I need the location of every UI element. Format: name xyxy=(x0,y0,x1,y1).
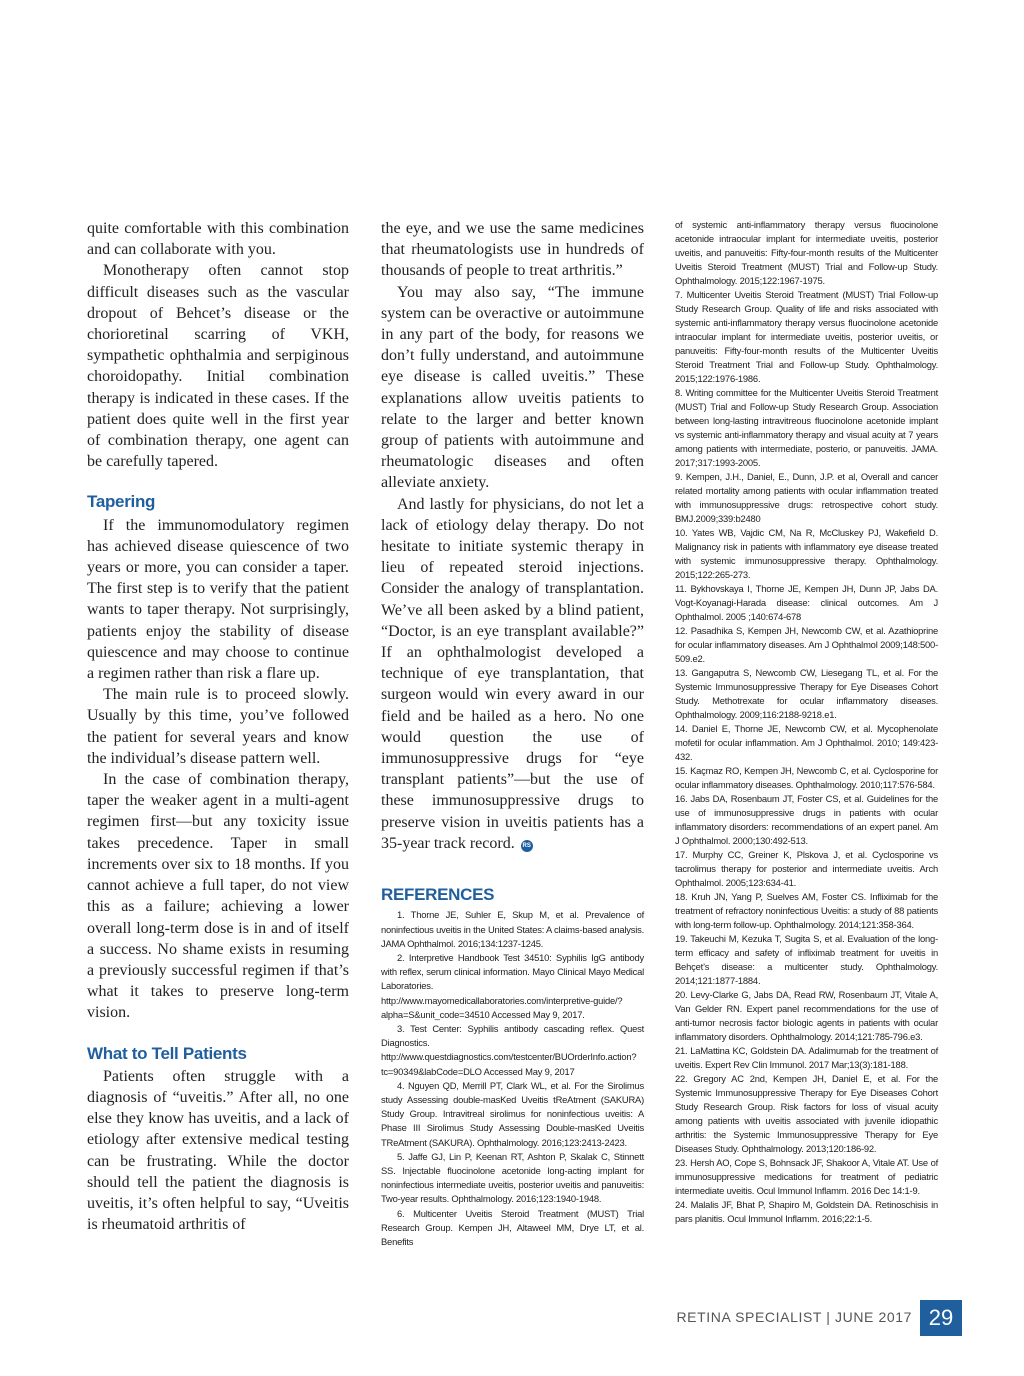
reference-item: 16. Jabs DA, Rosenbaum JT, Foster CS, et al. Guidelines for the use of immunosuppressive drugs in patients with ocular inflammatory disorders: recommendations of an expert panel. Am J Ophthalmol. 2000;130:492-513. xyxy=(675,793,938,846)
paragraph: If the immunomodulatory regimen has achieved disease quiescence of two years or more, you can consider a taper. The first step is to verify that the patient wants to taper therapy. Not surprisingly, patients enjoy the stability of disease quiescence and may choose to continue a regimen rather than risk a flare up. xyxy=(87,516,349,683)
section-heading-tapering: Tapering xyxy=(87,492,156,512)
paragraph: quite comfortable with this combination and can collaborate with you. xyxy=(87,220,349,259)
references-heading: REFERENCES xyxy=(381,885,495,905)
reference-item: 3. Test Center: Syphilis antibody cascading reflex. Quest Diagnostics. http://www.questdiagnostics.com/testcenter/BUOrderInfo.action?tc=90349&labCode=DLO Accessed May 9, 2017 xyxy=(381,1022,644,1077)
reference-item: 21. LaMattina KC, Goldstein DA. Adalimumab for the treatment of uveitis. Expert Rev Clin Immunol. 2017 Mar;13(3):181-188. xyxy=(675,1045,938,1070)
reference-item: 2. Interpretive Handbook Test 34510: Syphilis IgG antibody with reflex, serum clinical information. Mayo Clinical Mayo Medical Laboratories. http://www.mayomedicallaboratories.com/interpretive-guide/?alpha=S&unit_code=34510 Accessed May 9, 2017. xyxy=(381,951,644,1020)
page-number: 29 xyxy=(920,1300,962,1336)
reference-item: 20. Levy-Clarke G, Jabs DA, Read RW, Rosenbaum JT, Vitale A, Van Gelder RN. Expert panel recommendations for the use of anti-tumor necrosis factor biologic agents in patients with ocular inflammatory disorders. Ophthalmology. 2014;121:785-796.e3. xyxy=(675,989,938,1042)
paragraph: In the case of combination therapy, taper the weaker agent in a multi-agent regimen first—but any toxicity issue takes precedence. Taper in small increments over six to 18 months. If you cannot achieve a full taper, do not view this as a failure; achieving a lower overall long-term dose is in and of itself a success. No shame exists in resuming a previously successful regimen if that’s what it takes to preserve long-term vision. xyxy=(87,771,349,1022)
reference-item: 19. Takeuchi M, Kezuka T, Sugita S, et al. Evaluation of the long-term efficacy and safety of infliximab treatment for uveitis in Behçet’s disease: a multicenter study. Ophthalmology. 2014;121:1877-1884. xyxy=(675,933,938,986)
paragraph xyxy=(381,494,644,854)
reference-item: 10. Yates WB, Vajdic CM, Na R, McCluskey PJ, Wakefield D. Malignancy risk in patients with inflammatory eye disease treated with systemic immunosuppressive therapy. Ophthalmology. 2015;122:265-273. xyxy=(675,527,938,580)
reference-item: 15. Kaçmaz RO, Kempen JH, Newcomb C, et al. Cyclosporine for ocular inflammatory diseases. Ophthalmology. 2010;117:576-584. xyxy=(675,765,938,790)
reference-item: of systemic anti-inflammatory therapy versus fluocinolone acetonide intraocular implant for intermediate uveitis, posterior uveitis, and panuveitis: Fifty-four-month results of the Multicenter Uveitis Steroid Treatment (MUST) Trial and Follow-up Study. Ophthalmology. 2015;122:1967-1975. xyxy=(675,219,938,286)
reference-item: 24. Malalis JF, Bhat P, Shapiro M, Goldstein DA. Retinoschisis in pars planitis. Ocul Immunol Inflamm. 2016;22:1-5. xyxy=(675,1199,938,1224)
paragraph: You may also say, “The immune system can be overactive or autoimmune in any part of the body, for reasons we don’t fully understand, and autoimmune eye disease is called uveitis.” These explanations allow uveitis patients to relate to the larger and better known group of patients with autoimmune and rheumatologic diseases and often alleviate anxiety. xyxy=(381,283,644,492)
reference-item: 6. Multicenter Uveitis Steroid Treatment (MUST) Trial Research Group. Kempen JH, Altaweel MM, Drye LT, et al. Benefits xyxy=(381,1207,644,1247)
reference-item: 14. Daniel E, Thorne JE, Newcomb CW, et al. Mycophenolate mofetil for ocular inflammation. Am J Ophthalmol. 2010; 149:423-432. xyxy=(675,723,938,762)
reference-item: 18. Kruh JN, Yang P, Suelves AM, Foster CS. Infliximab for the treatment of refractory noninfectious Uveitis: a study of 88 patients with long-term follow-up. Ophthalmology. 2014;121:358-364. xyxy=(675,891,938,930)
paragraph-text: And lastly for physicians, do not let a lack of etiology delay therapy. Do not hesitate to initiate systemic therapy in lieu of repeated steroid injections. Consider the analogy of transplantation. We’ve all been asked by a blind patient, “Doctor, is an eye transplant available?” If an ophthalmologist developed a technique of eye transplantation, that surgeon would win every award in our field and be hailed as a hero. No one would question the use of immunosuppressive drugs for “eye transplant patients”—but the use of these immunosuppressive drugs to preserve vision in uveitis patients has a 35-year track record. xyxy=(381,495,644,852)
paragraph: the eye, and we use the same medicines that rheumatologists use in hundreds of thousands of people to treat arthritis.” xyxy=(381,220,644,280)
reference-item: 4. Nguyen QD, Merrill PT, Clark WL, et al. For the Sirolimus study Assessing double-masKed Uveitis tReAtment (SAKURA) Study Group. Intravitreal sirolimus for noninfectious uveitis: A Phase III Sirolimus Study Assessing Double-masKed Uveitis TReAtment (SAKURA). Ophthalmology. 2016;123:2413-2423. xyxy=(381,1079,644,1148)
reference-item: 23. Hersh AO, Cope S, Bohnsack JF, Shakoor A, Vitale AT. Use of immunosuppressive medications for treatment of pediatric intermediate uveitis. Ocul Immunol Inflamm. 2016 Dec 14:1-9. xyxy=(675,1157,938,1196)
references-list-part-1 xyxy=(381,908,644,1249)
end-of-article-mark-icon: RS xyxy=(521,840,533,852)
paragraph: Patients often struggle with a diagnosis of “uveitis.” After all, no one else they know has uveitis, and a lack of etiology after extensive medical testing can be frustrating. While the doctor should tell the patient the diagnosis is uveitis, it’s often helpful to say, “Uveitis is rheumatoid arthritis of xyxy=(87,1067,349,1234)
publication-name: RETINA SPECIALIST | JUNE 2017 xyxy=(676,1309,912,1325)
article-column-1 xyxy=(87,218,349,1235)
article-column-2 xyxy=(381,218,644,1249)
reference-item: 22. Gregory AC 2nd, Kempen JH, Daniel E, et al. For the Systemic Immunosuppressive Therapy for Eye Diseases Cohort Study Research Group. Risk factors for loss of visual acuity among patients with uveitis associated with juvenile idiopathic arthritis: the Systemic Immunosuppressive Therapy for Eye Diseases Study. Ophthalmology. 2013;120:186-92. xyxy=(675,1073,938,1154)
reference-item: 11. Bykhovskaya I, Thorne JE, Kempen JH, Dunn JP, Jabs DA. Vogt-Koyanagi-Harada disease: clinical outcomes. Am J Ophthalmol. 2005 ;140:674-678 xyxy=(675,583,938,622)
references-list-part-2 xyxy=(675,218,938,1226)
reference-item: 1. Thorne JE, Suhler E, Skup M, et al. Prevalence of noninfectious uveitis in the United States: A claims-based analysis. JAMA Ophthalmol. 2016;134:1237-1245. xyxy=(381,909,644,949)
reference-item: 12. Pasadhika S, Kempen JH, Newcomb CW, et al. Azathioprine for ocular inflammatory diseases. Am J Ophthalmol 2009;148:500-509.e2. xyxy=(675,625,938,664)
reference-item: 17. Murphy CC, Greiner K, Plskova J, et al. Cyclosporine vs tacrolimus therapy for posterior and intermediate uveitis. Arch Ophthalmol. 2005;123:634-41. xyxy=(675,849,938,888)
reference-item: 5. Jaffe GJ, Lin P, Keenan RT, Ashton P, Skalak C, Stinnett SS. Injectable fluocinolone acetonide long-acting implant for noninfectious intermediate uveitis, posterior uveitis and panuveitis: Two-year results. Ophthalmology. 2016;123:1940-1948. xyxy=(381,1150,644,1205)
paragraph: Monotherapy often cannot stop difficult diseases such as the vascular dropout of Behcet’s disease or the chorioretinal scarring of VKH, sympathetic ophthalmia and serpiginous choroidopathy. Initial combination therapy is indicated in these cases. If the patient does quite well in the first year of combination therapy, one agent can be carefully tapered. xyxy=(87,262,349,471)
reference-item: 9. Kempen, J.H., Daniel, E., Dunn, J.P. et al, Overall and cancer related mortality among patients with ocular inflammation treated with immunosuppressive drugs: retrospective cohort study. BMJ.2009;339:b2480 xyxy=(675,471,938,524)
paragraph: The main rule is to proceed slowly. Usually by this time, you’ve followed the patient for several years and know the individual’s disease pattern well. xyxy=(87,686,349,767)
reference-item: 13. Gangaputra S, Newcomb CW, Liesegang TL, et al. For the Systemic Immunosuppressive Therapy for Eye Diseases Cohort Study. Methotrexate for ocular inflammatory diseases. Ophthalmology. 2009;116:2188-9218.e1. xyxy=(675,667,938,720)
section-heading-what-to-tell-patients: What to Tell Patients xyxy=(87,1043,247,1063)
reference-item: 7. Multicenter Uveitis Steroid Treatment (MUST) Trial Follow-up Study Research Group. Quality of life and risks associated with systemic anti-inflammatory therapy versus fluocinolone acetonide intraocular implant for intermediate uveitis, posterior uveitis, or panuveitis: Fifty-four-month results of the Multicenter Uveitis Steroid Treatment Trial and Follow-up Study. Ophthalmology. 2015;122:1976-1986. xyxy=(675,289,938,384)
page-footer xyxy=(676,1300,966,1336)
reference-item: 8. Writing committee for the Multicenter Uveitis Steroid Treatment (MUST) Trial and Follow-up Study Research Group. Association between long-lasting intravitreous fluocinolone acetonide implant vs systemic anti-inflammatory therapy and visual acuity at 7 years among patients with intermediate, posterio, or panuveitis. JAMA. 2017;317:1993-2005. xyxy=(675,387,938,468)
